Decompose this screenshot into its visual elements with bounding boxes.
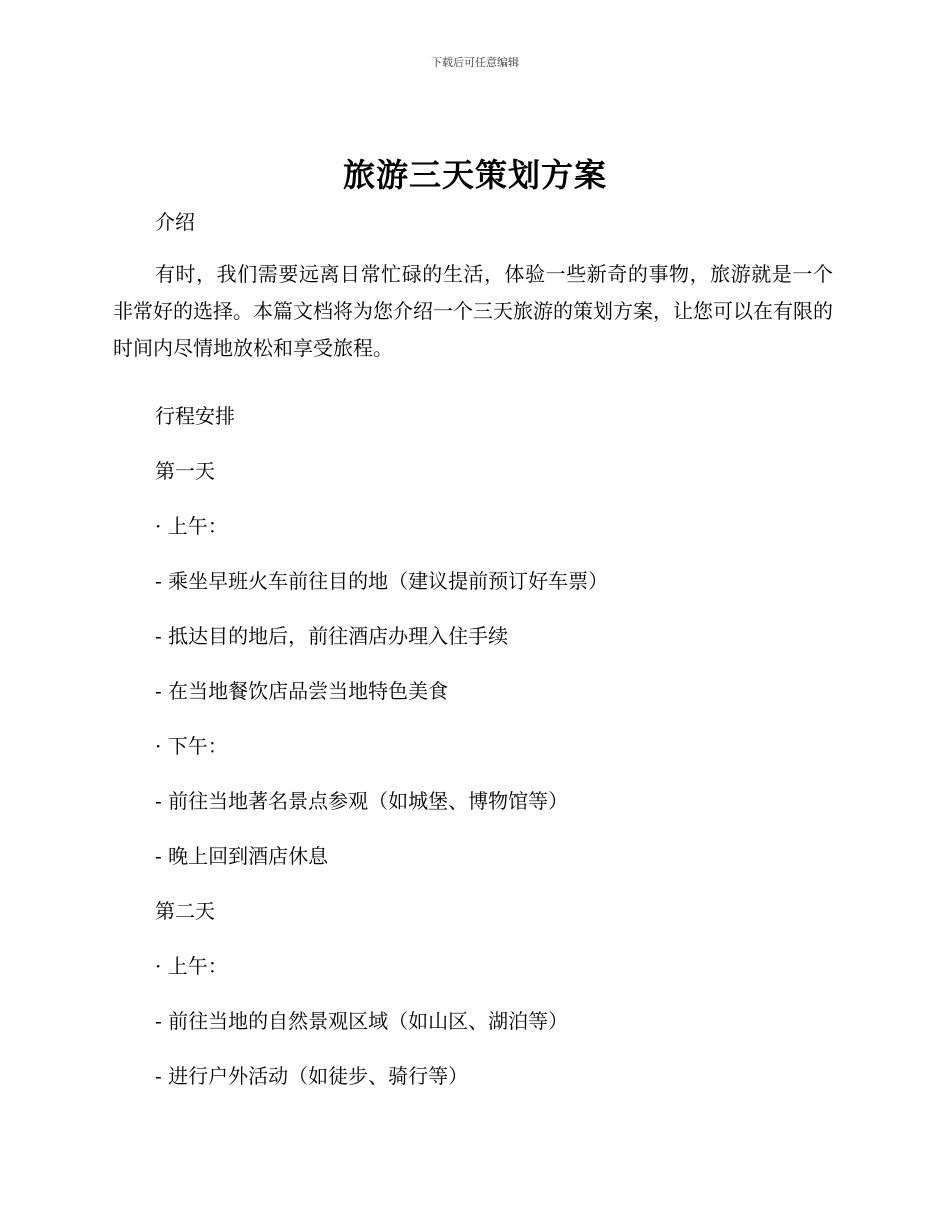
list-item: - 抵达目的地后，前往酒店办理入住手续	[155, 624, 509, 648]
list-item: - 前往当地著名景点参观（如城堡、博物馆等）	[155, 789, 569, 813]
day1-afternoon-label: · 下午：	[155, 734, 228, 758]
list-item: - 进行户外活动（如徒步、骑行等）	[155, 1064, 469, 1088]
document-title: 旅游三天策划方案	[342, 156, 607, 194]
day1-heading: 第一天	[155, 459, 215, 483]
day2-heading: 第二天	[155, 899, 215, 923]
list-item: - 晚上回到酒店休息	[155, 844, 329, 868]
intro-heading: 介绍	[155, 210, 195, 234]
list-item: - 乘坐早班火车前往目的地（建议提前预订好车票）	[155, 569, 609, 593]
list-item: - 在当地餐饮店品尝当地特色美食	[155, 679, 449, 703]
day2-morning-label: · 上午：	[155, 954, 228, 978]
intro-paragraph: 有时，我们需要远离日常忙碌的生活，体验一些新奇的事物，旅游就是一个非常好的选择。本篇文档将为您介绍一个三天旅游的策划方案，让您可以在有限的时间内尽情地放松和享受旅程。	[113, 262, 833, 360]
itinerary-heading: 行程安排	[155, 404, 235, 428]
header-note: 下载后可任意编辑	[431, 56, 519, 69]
day1-morning-label: · 上午：	[155, 514, 228, 538]
list-item: - 前往当地的自然景观区域（如山区、湖泊等）	[155, 1009, 569, 1033]
